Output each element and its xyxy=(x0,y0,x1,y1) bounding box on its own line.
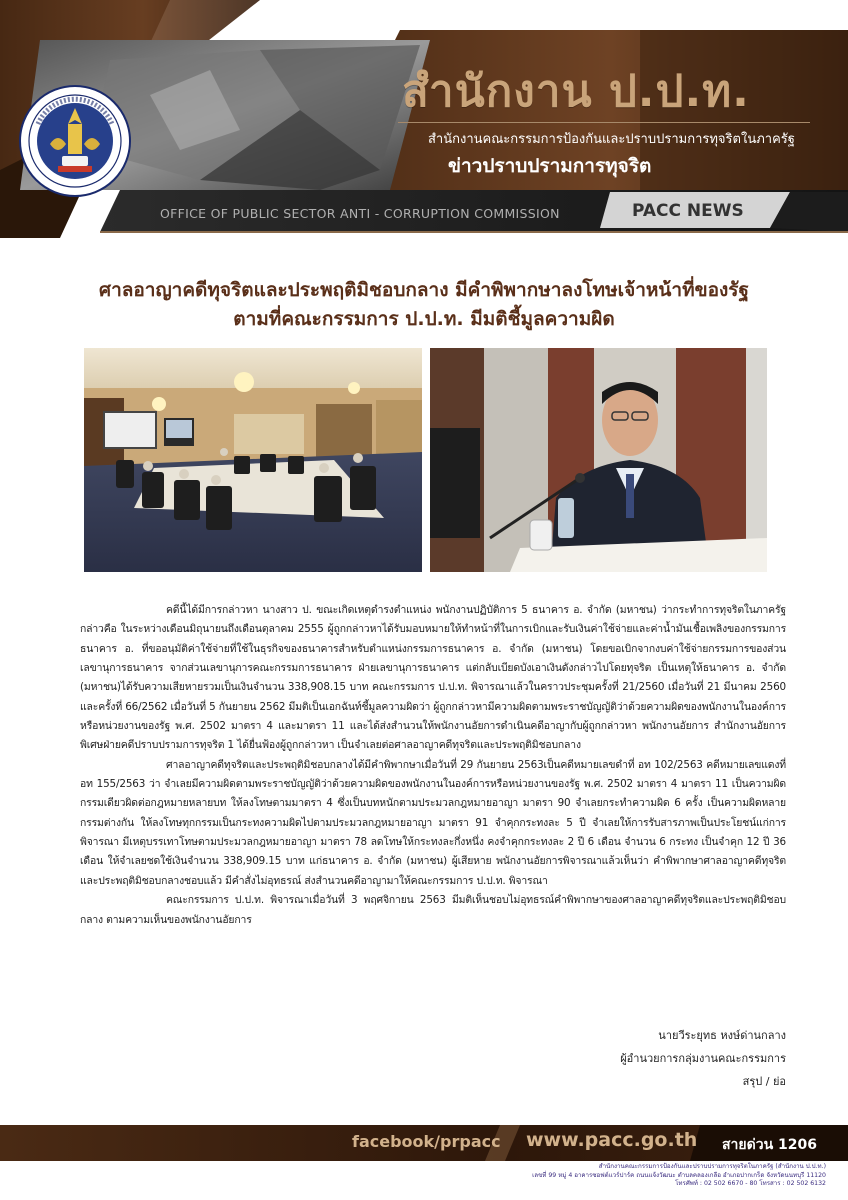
footer-address xyxy=(532,1163,826,1189)
header-banner xyxy=(0,0,848,238)
signature-position: ผู้อำนวยการกลุ่มงานคณะกรรมการ xyxy=(620,1052,786,1065)
official-portrait-photo xyxy=(430,348,767,572)
facebook-link[interactable]: facebook/prpacc xyxy=(352,1132,501,1151)
address-line-3: โทรศัพท์ : 02 502 6670 - 80 โทรสาร : 02 502 6132 xyxy=(675,1180,826,1188)
headline-line-2: ตามที่คณะกรรมการ ป.ป.ท. มีมติชี้มูลความผิด xyxy=(233,308,615,330)
news-subtitle: ข่าวปราบปรามการทุจริต xyxy=(448,155,652,177)
title-divider xyxy=(398,122,810,123)
article-body xyxy=(80,601,786,930)
address-line-1: สำนักงานคณะกรรมการป้องกันและปราบปรามการทุจริตในภาครัฐ (สำนักงาน ป.ป.ท.) xyxy=(598,1163,826,1170)
website-link[interactable]: www.pacc.go.th xyxy=(526,1129,698,1151)
signature-name: นายวีระยุทธ หงษ์ด่านกลาง xyxy=(658,1029,786,1042)
org-title: สำนักงาน ป.ป.ท. xyxy=(402,66,750,117)
headline-line-1: ศาลอาญาคดีทุจริตและประพฤติมิชอบกลาง มีคำพิพากษาลงโทษเจ้าหน้าที่ของรัฐ xyxy=(99,279,749,301)
headline xyxy=(40,276,808,334)
signature-block xyxy=(620,1024,786,1093)
hotline-number: สายด่วน 1206 xyxy=(722,1137,817,1153)
office-name-english: OFFICE OF PUBLIC SECTOR ANTI - CORRUPTION COMMISSION xyxy=(160,206,560,221)
article-paragraph-2: ศาลอาญาคดีทุจริตและประพฤติมิชอบกลางได้มีคำพิพากษาเมื่อวันที่ 29 กันยายน 2563เป็นคดีหมายเลขดำที่ อท 102/2563 คดีหมายเลขแดงที่ อท 155/2563 ว่า จำเลยมีความผิดตามพระราชบัญญัติว่าด้วยความผิดของพนักงานในองค์การหรือหน่วยงานของรัฐ พ.ศ. 2502 มาตรา 4 มาตรา 11 เป็นความผิดกรรมเดียวผิดต่อกฎหมายหลายบท ให้ลงโทษตามมาตรา 4 ซึ่งเป็นบทหนักตามประมวลกฎหมายอาญา มาตรา 90 จำเลยกระทำความผิด 6 ครั้ง เป็นความผิดหลายกรรมต่างกัน ให้ลงโทษทุกกรรมเป็นกระทงความผิดไปตามประมวลกฎหมายอาญา มาตรา 91 จำคุกกระทงละ 5 ปี จำเลยให้การรับสารภาพเป็นประโยชน์แก่การพิจารณา มีเหตุบรรเทาโทษตามประมวลกฎหมายอาญา มาตรา 78 ลดโทษให้กระทงละกึ่งหนึ่ง คงจำคุกกระทงละ 2 ปี 6 เดือน จำนวน 6 กระทง เป็นจำคุก 12 ปี 36 เดือน ให้จำเลยชดใช้เงินจำนวน 338,909.15 บาท แก่ธนาคาร อ. จำกัด (มหาชน) ผู้เสียหาย พนักงานอัยการพิจารณาแล้วเห็นว่า คำพิพากษาศาลอาญาคดีทุจริตและประพฤติมิชอบกลางชอบแล้ว มีคำสั่งไม่อุทธรณ์ ส่งสำนวนคดีอาญามาให้คณะกรรมการ ป.ป.ท. พิจารณา xyxy=(80,758,786,887)
meeting-room-photo xyxy=(84,348,422,572)
signature-note: สรุป / ย่อ xyxy=(742,1075,786,1088)
pacc-news-label: PACC NEWS xyxy=(632,201,744,221)
pacc-seal-logo xyxy=(18,84,132,198)
org-subtitle: สำนักงานคณะกรรมการป้องกันและปราบปรามการทุจริตในภาครัฐ xyxy=(428,132,795,147)
article-paragraph-3: คณะกรรมการ ป.ป.ท. พิจารณาเมื่อวันที่ 3 พฤศจิกายน 2563 มีมติเห็นชอบไม่อุทธรณ์คำพิพากษาของศาลอาญาคดีทุจริตและประพฤติมิชอบกลาง ตามความเห็นของพนักงานอัยการ xyxy=(80,894,786,926)
address-line-2: เลขที่ 99 หมู่ 4 อาคารซอฟต์แวร์ปาร์ค ถนนแจ้งวัฒนะ ตำบลคลองเกลือ อำเภอปากเกร็ด จังหวัดนนทบุรี 11120 xyxy=(532,1171,826,1179)
article-paragraph-1: คดีนี้ได้มีการกล่าวหา นางสาว ป. ขณะเกิดเหตุดำรงตำแหน่ง พนักงานปฏิบัติการ 5 ธนาคาร อ. จำกัด (มหาชน) ว่ากระทำการทุจริตในภาครัฐ กล่าวคือ ในระหว่างเดือนมิถุนายนถึงเดือนตุลาคม 2555 ผู้ถูกกล่าวหาได้รับมอบหมายให้ทำหน้าที่ในการเบิกและรับเงินค่าใช้จ่ายและค่าน้ำมันเชื้อเพลิงของกรรมการธนาคาร อ. ที่ขออนุมัติค่าใช้จ่ายที่ใช้ในธุรกิจของธนาคารสำหรับตำแหน่งกรรมการธนาคาร อ. จำกัด (มหาชน) โดยขอเบิกจากงบค่าใช้จ่ายกรรมการของส่วนเลขานุการธนาคาร จากส่วนเลขานุการคณะกรรมการธนาคาร ฝ่ายเลขานุการธนาคาร แต่กลับเบียดบังเอาเงินดังกล่าวไปโดยทุจริต เป็นเหตุให้ธนาคาร อ. จำกัด (มหาชน)ได้รับความเสียหายรวมเป็นเงินจำนวน 338,908.15 บาท คณะกรรมการ ป.ป.ท. พิจารณาแล้วในคราวประชุมครั้งที่ 21/2560 เมื่อวันที่ 21 มีนาคม 2560 และครั้งที่ 66/2562 เมื่อวันที่ 5 กันยายน 2562 มีมติเป็นเอกฉันท์ชี้มูลความผิดว่า ผู้ถูกกล่าวหามีความผิดตามพระราชบัญญัติว่าด้วยความผิดของพนักงานในองค์การหรือหน่วยงานของรัฐ พ.ศ. 2502 มาตรา 4 และมาตรา 11 และได้ส่งสำนวนให้พนักงานอัยการดำเนินคดีอาญากับผู้ถูกกล่าวหา พนักงานอัยการ สำนักงานอัยการพิเศษฝ่ายคดีปราบปรามการทุจริต 1 ได้ยื่นฟ้องผู้ถูกกล่าวหา เป็นจำเลยต่อศาลอาญาคดีทุจริตและประพฤติมิชอบกลาง xyxy=(80,604,786,752)
